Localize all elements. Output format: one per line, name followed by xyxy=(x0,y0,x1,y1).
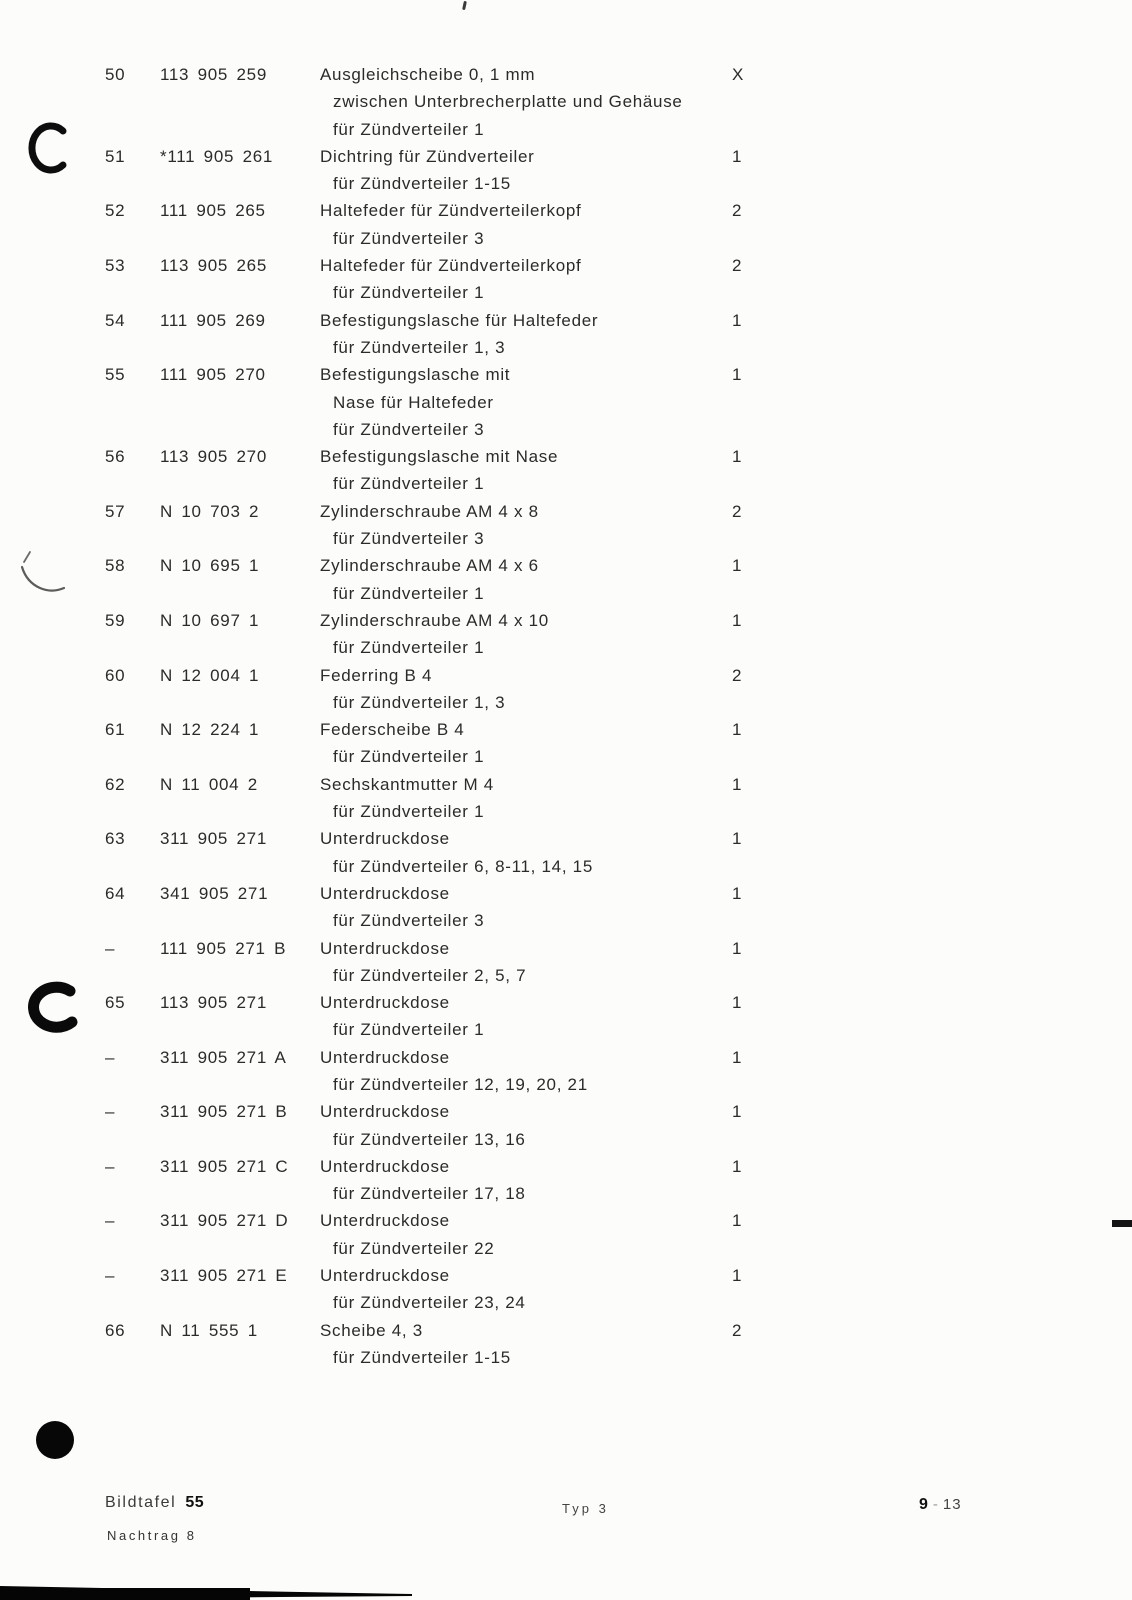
part-description xyxy=(320,880,732,935)
table-row xyxy=(105,1044,805,1099)
top-speck-mark-icon xyxy=(462,1,467,10)
table-row xyxy=(105,1207,805,1262)
position-number: 64 xyxy=(105,883,126,903)
description-line: Haltefeder für Zündverteilerkopf xyxy=(320,256,582,276)
quantity: X xyxy=(732,65,745,84)
table-row xyxy=(105,1262,805,1317)
quantity: 1 xyxy=(732,1047,743,1067)
quantity: 2 xyxy=(732,201,743,221)
description-line: Unterdruckdose xyxy=(320,883,450,903)
table-row xyxy=(105,662,805,717)
quantity: 2 xyxy=(732,501,743,521)
quantity: 1 xyxy=(732,938,743,958)
position-number: 57 xyxy=(105,501,126,521)
description-subline: für Zündverteiler 12, 19, 20, 21 xyxy=(333,1074,588,1094)
quantity: 1 xyxy=(732,556,743,576)
position-number: 58 xyxy=(105,556,126,576)
part-number: 311 905 271 D xyxy=(160,1211,289,1231)
position-number: 59 xyxy=(105,610,126,630)
description-subline: für Zündverteiler 22 xyxy=(333,1238,495,1258)
part-number: N 11 004 2 xyxy=(160,774,258,794)
quantity: 1 xyxy=(732,829,743,849)
position-number: – xyxy=(105,1156,116,1176)
plate-number: 55 xyxy=(185,1494,205,1511)
table-row xyxy=(105,143,805,198)
description-subline: für Zündverteiler 1, 3 xyxy=(333,337,506,357)
description-subline: für Zündverteiler 6, 8-11, 14, 15 xyxy=(333,856,593,876)
part-number: 311 905 271 xyxy=(160,829,267,849)
description-subline: für Zündverteiler 3 xyxy=(333,419,485,439)
position-number: 54 xyxy=(105,310,126,330)
quantity: 1 xyxy=(732,720,743,740)
scan-edge-artifact-icon xyxy=(0,1583,420,1600)
part-number: *111 905 261 xyxy=(160,146,274,166)
position-number: – xyxy=(105,1102,116,1122)
part-number: 111 905 271 B xyxy=(160,938,287,958)
table-row xyxy=(105,880,805,935)
part-number: N 10 695 1 xyxy=(160,556,260,576)
part-number: N 12 004 1 xyxy=(160,665,260,685)
description-subline: für Zündverteiler 1 xyxy=(333,283,485,303)
part-description xyxy=(320,1044,732,1099)
part-description xyxy=(320,361,732,443)
page-number-group: 9 xyxy=(919,1496,929,1513)
table-row xyxy=(105,307,805,362)
table-row xyxy=(105,252,805,307)
description-line: Haltefeder für Zündverteilerkopf xyxy=(320,201,582,221)
part-description xyxy=(320,1153,732,1208)
table-row xyxy=(105,1153,805,1208)
page-number xyxy=(919,1496,962,1514)
description-line: Unterdruckdose xyxy=(320,1266,450,1286)
position-number: 62 xyxy=(105,774,126,794)
part-number: N 10 703 2 xyxy=(160,501,260,521)
part-description xyxy=(320,252,732,307)
description-line: Unterdruckdose xyxy=(320,938,450,958)
part-description xyxy=(320,1317,732,1372)
description-line: Zylinderschraube AM 4 x 8 xyxy=(320,501,539,521)
plate-label: Bildtafel xyxy=(105,1494,177,1511)
quantity: 1 xyxy=(732,883,743,903)
part-description xyxy=(320,143,732,198)
description-subline: Nase für Haltefeder xyxy=(333,392,494,412)
punch-dot-mark-icon xyxy=(36,1421,74,1459)
description-subline: für Zündverteiler 3 xyxy=(333,911,485,931)
position-number: 50 xyxy=(105,65,126,84)
table-row xyxy=(105,1317,805,1372)
description-subline: für Zündverteiler 1 xyxy=(333,119,485,139)
table-row xyxy=(105,443,805,498)
part-description xyxy=(320,716,732,771)
part-description xyxy=(320,607,732,662)
table-row xyxy=(105,61,805,143)
description-line: Zylinderschraube AM 4 x 6 xyxy=(320,556,539,576)
table-row xyxy=(105,197,805,252)
part-number: 113 905 265 xyxy=(160,256,267,276)
description-subline: für Zündverteiler 17, 18 xyxy=(333,1184,526,1204)
part-number: 113 905 270 xyxy=(160,447,267,467)
description-subline: für Zündverteiler 1 xyxy=(333,474,485,494)
parts-table xyxy=(105,61,805,1371)
part-description xyxy=(320,61,732,143)
part-number: 113 905 259 xyxy=(160,65,267,84)
table-row xyxy=(105,825,805,880)
description-subline: für Zündverteiler 1 xyxy=(333,802,485,822)
quantity: 2 xyxy=(732,256,743,276)
table-row xyxy=(105,361,805,443)
description-line: Unterdruckdose xyxy=(320,993,450,1013)
description-subline: für Zündverteiler 23, 24 xyxy=(333,1293,526,1313)
part-description xyxy=(320,825,732,880)
part-number: 111 905 265 xyxy=(160,201,266,221)
quantity: 1 xyxy=(732,1102,743,1122)
table-row xyxy=(105,1098,805,1153)
description-subline: für Zündverteiler 1 xyxy=(333,638,485,658)
table-row xyxy=(105,771,805,826)
position-number: – xyxy=(105,1047,116,1067)
position-number: 66 xyxy=(105,1320,126,1340)
description-line: Federscheibe B 4 xyxy=(320,720,465,740)
position-number: 60 xyxy=(105,665,126,685)
description-subline: für Zündverteiler 1, 3 xyxy=(333,692,506,712)
part-description xyxy=(320,1262,732,1317)
description-line: Unterdruckdose xyxy=(320,1156,450,1176)
part-number: 111 905 269 xyxy=(160,310,266,330)
description-subline: für Zündverteiler 2, 5, 7 xyxy=(333,965,527,985)
part-number: 113 905 271 xyxy=(160,993,267,1013)
part-description xyxy=(320,662,732,717)
quantity: 1 xyxy=(732,146,743,166)
supplement-caption: Nachtrag 8 xyxy=(107,1528,197,1543)
page-number-separator: - xyxy=(932,1496,939,1513)
part-description xyxy=(320,1098,732,1153)
crescent-ink-mark-icon xyxy=(22,980,84,1034)
part-description xyxy=(320,935,732,990)
position-number: – xyxy=(105,1266,116,1286)
quantity: 1 xyxy=(732,310,743,330)
description-subline: für Zündverteiler 1 xyxy=(333,1020,485,1040)
part-description xyxy=(320,498,732,553)
part-number: 311 905 271 C xyxy=(160,1156,289,1176)
part-description xyxy=(320,1207,732,1262)
description-line: Befestigungslasche mit Nase xyxy=(320,447,559,467)
quantity: 1 xyxy=(732,365,743,385)
position-number: – xyxy=(105,1211,116,1231)
position-number: 55 xyxy=(105,365,126,385)
part-description xyxy=(320,443,732,498)
page-number-page: 13 xyxy=(942,1496,962,1513)
part-description xyxy=(320,989,732,1044)
description-line: Unterdruckdose xyxy=(320,829,450,849)
description-subline: für Zündverteiler 13, 16 xyxy=(333,1129,526,1149)
quantity: 2 xyxy=(732,1320,743,1340)
quantity: 1 xyxy=(732,610,743,630)
quantity: 1 xyxy=(732,993,743,1013)
quantity: 1 xyxy=(732,447,743,467)
table-row xyxy=(105,552,805,607)
table-row xyxy=(105,716,805,771)
part-description xyxy=(320,197,732,252)
position-number: 51 xyxy=(105,146,126,166)
description-line: Sechskantmutter M 4 xyxy=(320,774,494,794)
description-subline: für Zündverteiler 1 xyxy=(333,583,485,603)
description-line: Unterdruckdose xyxy=(320,1102,450,1122)
part-number: N 11 555 1 xyxy=(160,1320,258,1340)
description-line: Befestigungslasche mit xyxy=(320,365,511,385)
part-number: 341 905 271 xyxy=(160,883,269,903)
description-subline: für Zündverteiler 1-15 xyxy=(333,1347,511,1367)
type-caption: Typ 3 xyxy=(562,1501,609,1516)
table-row xyxy=(105,607,805,662)
table-row xyxy=(105,498,805,553)
quantity: 1 xyxy=(732,774,743,794)
part-number: N 12 224 1 xyxy=(160,720,260,740)
quantity: 1 xyxy=(732,1266,743,1286)
description-line: Unterdruckdose xyxy=(320,1211,450,1231)
description-subline: für Zündverteiler 1 xyxy=(333,747,485,767)
description-line: Federring B 4 xyxy=(320,665,433,685)
part-number: 311 905 271 B xyxy=(160,1102,288,1122)
crescent-ink-mark-icon xyxy=(25,122,69,174)
description-line: Zylinderschraube AM 4 x 10 xyxy=(320,610,549,630)
part-number: 111 905 270 xyxy=(160,365,266,385)
description-line: Unterdruckdose xyxy=(320,1047,450,1067)
part-description xyxy=(320,307,732,362)
table-row xyxy=(105,935,805,990)
position-number: – xyxy=(105,938,116,958)
part-description xyxy=(320,552,732,607)
part-number: 311 905 271 E xyxy=(160,1266,288,1286)
description-subline: zwischen Unterbrecherplatte und Gehäuse xyxy=(333,92,683,112)
description-line: Ausgleichscheibe 0, 1 mm xyxy=(320,65,536,84)
position-number: 52 xyxy=(105,201,126,221)
position-number: 63 xyxy=(105,829,126,849)
position-number: 61 xyxy=(105,720,126,740)
position-number: 53 xyxy=(105,256,126,276)
plate-caption xyxy=(105,1494,204,1512)
quantity: 1 xyxy=(732,1156,743,1176)
table-row xyxy=(105,989,805,1044)
part-description xyxy=(320,771,732,826)
handwritten-squiggle-icon xyxy=(8,540,78,602)
description-subline: für Zündverteiler 3 xyxy=(333,228,485,248)
position-number: 56 xyxy=(105,447,126,467)
part-number: N 10 697 1 xyxy=(160,610,260,630)
edge-dash-mark-icon xyxy=(1112,1220,1132,1227)
description-subline: für Zündverteiler 3 xyxy=(333,529,485,549)
quantity: 1 xyxy=(732,1211,743,1231)
position-number: 65 xyxy=(105,993,126,1013)
description-subline: für Zündverteiler 1-15 xyxy=(333,174,511,194)
description-line: Befestigungslasche für Haltefeder xyxy=(320,310,599,330)
description-line: Dichtring für Zündverteiler xyxy=(320,146,535,166)
quantity: 2 xyxy=(732,665,743,685)
part-number: 311 905 271 A xyxy=(160,1047,287,1067)
description-line: Scheibe 4, 3 xyxy=(320,1320,423,1340)
